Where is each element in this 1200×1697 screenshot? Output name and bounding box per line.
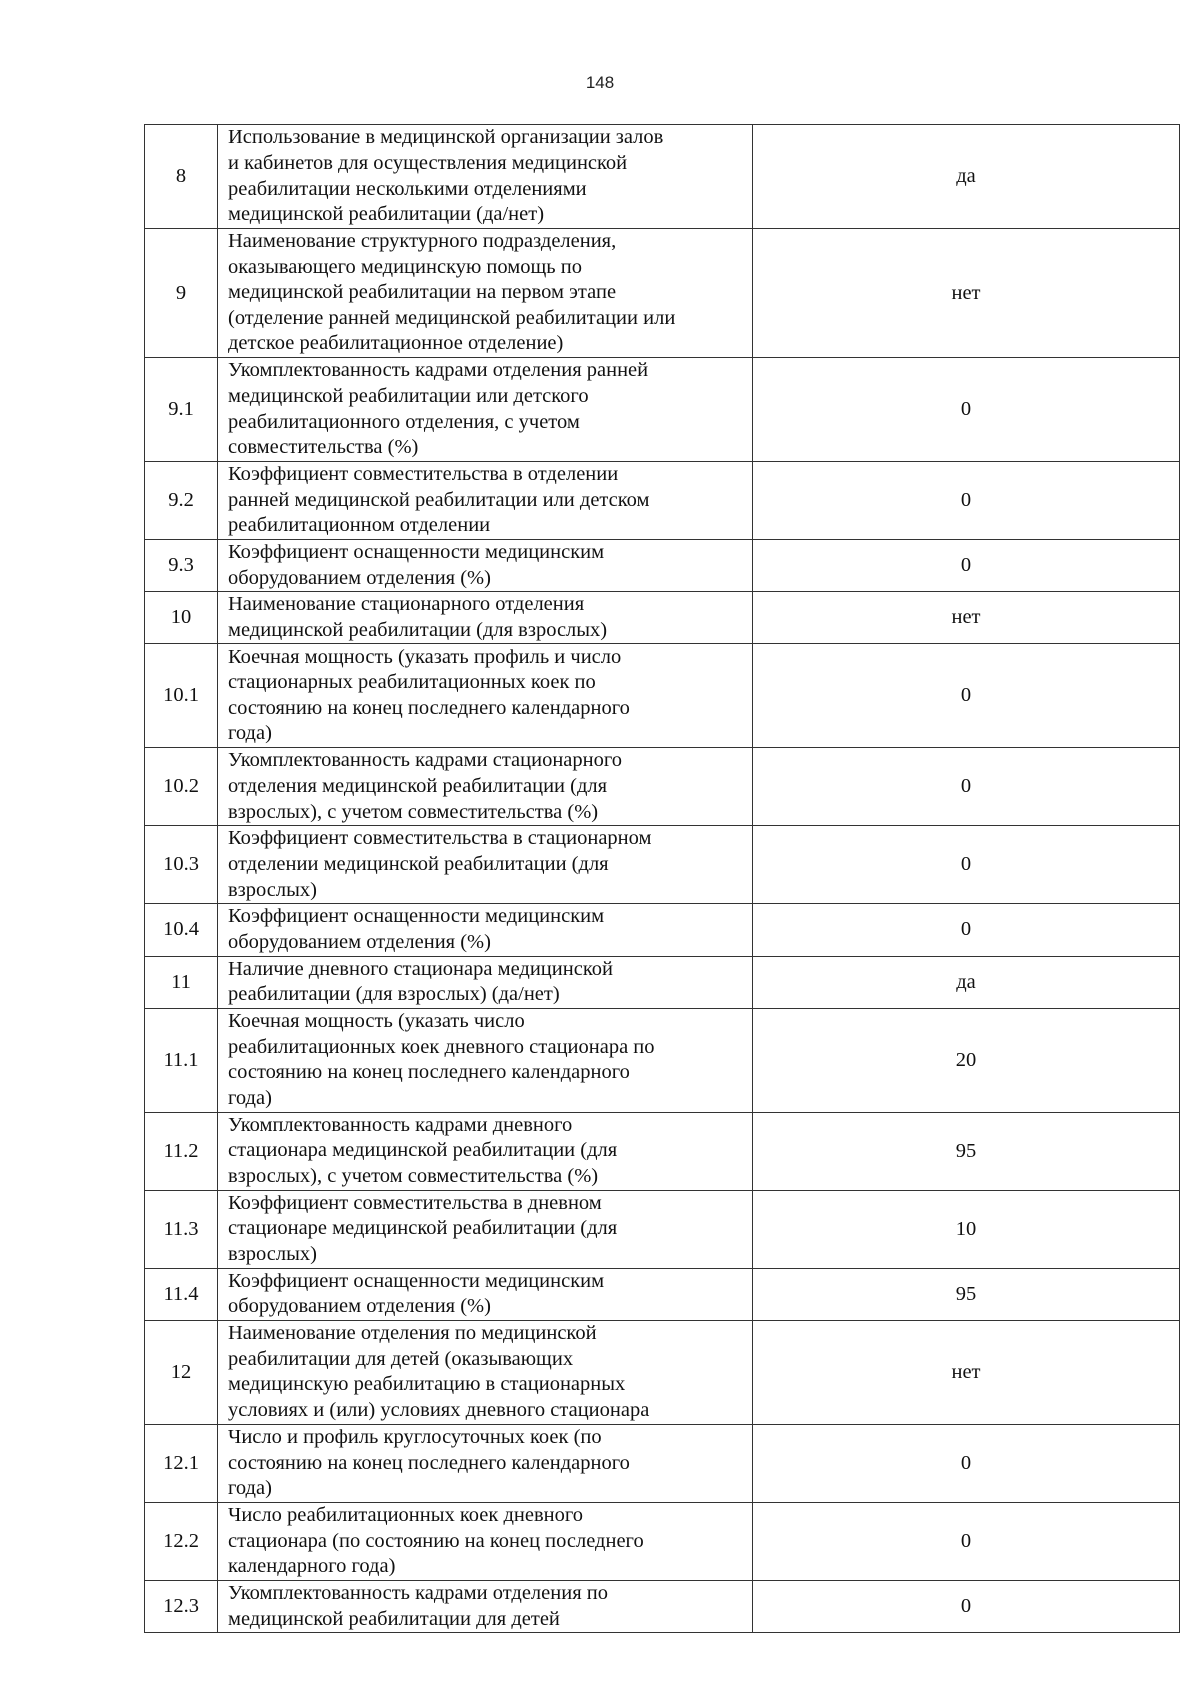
table-row xyxy=(145,1424,1180,1502)
table-row xyxy=(145,229,1180,358)
description-line: реабилитации несколькими отделениями xyxy=(228,177,587,200)
table-row xyxy=(145,125,1180,229)
row-number: 10.3 xyxy=(145,826,218,904)
row-description xyxy=(218,462,753,540)
row-number: 11.2 xyxy=(145,1112,218,1190)
row-value: нет xyxy=(753,592,1180,644)
row-description xyxy=(218,956,753,1008)
row-value: 0 xyxy=(753,748,1180,826)
description-line: оказывающего медицинскую помощь по xyxy=(228,255,582,278)
description-line: года) xyxy=(228,1086,272,1109)
description-line: совместительства (%) xyxy=(228,436,419,459)
row-number: 12.1 xyxy=(145,1424,218,1502)
row-number: 11.4 xyxy=(145,1268,218,1320)
row-value: нет xyxy=(753,1320,1180,1424)
row-number: 12.3 xyxy=(145,1580,218,1632)
description-line: взрослых) xyxy=(228,1243,317,1266)
description-line: медицинской реабилитации (для взрослых) xyxy=(228,618,608,641)
row-value: да xyxy=(753,956,1180,1008)
description-line: Наименование структурного подразделения, xyxy=(228,230,617,253)
row-number: 12.2 xyxy=(145,1502,218,1580)
description-line: реабилитации для детей (оказывающих xyxy=(228,1347,574,1370)
row-number: 9.2 xyxy=(145,462,218,540)
row-description xyxy=(218,1424,753,1502)
description-line: оборудованием отделения (%) xyxy=(228,566,491,589)
row-number: 11.1 xyxy=(145,1008,218,1112)
row-description xyxy=(218,1008,753,1112)
row-description xyxy=(218,540,753,592)
description-line: медицинской реабилитации или детского xyxy=(228,384,589,407)
row-number: 10.2 xyxy=(145,748,218,826)
description-line: календарного года) xyxy=(228,1555,396,1578)
row-description xyxy=(218,358,753,462)
row-value: 10 xyxy=(753,1190,1180,1268)
table-row xyxy=(145,1008,1180,1112)
table-row xyxy=(145,1112,1180,1190)
description-line: отделении медицинской реабилитации (для xyxy=(228,853,609,876)
row-number: 9 xyxy=(145,229,218,358)
description-line: ранней медицинской реабилитации или детском xyxy=(228,488,650,511)
description-line: взрослых), с учетом совместительства (%) xyxy=(228,1165,599,1188)
row-description xyxy=(218,592,753,644)
description-line: медицинскую реабилитацию в стационарных xyxy=(228,1373,626,1396)
description-line: Число реабилитационных коек дневного xyxy=(228,1504,584,1527)
row-value: 0 xyxy=(753,1580,1180,1632)
description-line: года) xyxy=(228,722,272,745)
description-line: Укомплектованность кадрами отделения ранней xyxy=(228,359,649,382)
description-line: Коэффициент совместительства в отделении xyxy=(228,463,619,486)
row-value: 0 xyxy=(753,1424,1180,1502)
description-line: взрослых), с учетом совместительства (%) xyxy=(228,800,599,823)
row-value: нет xyxy=(753,229,1180,358)
description-line: реабилитационного отделения, с учетом xyxy=(228,410,580,433)
description-line: взрослых) xyxy=(228,878,317,901)
row-number: 10.4 xyxy=(145,904,218,956)
row-number: 8 xyxy=(145,125,218,229)
description-line: стационаре медицинской реабилитации (для xyxy=(228,1217,618,1240)
row-description xyxy=(218,1580,753,1632)
row-description xyxy=(218,826,753,904)
row-description xyxy=(218,1112,753,1190)
row-value: 0 xyxy=(753,826,1180,904)
description-line: состоянию на конец последнего календарного xyxy=(228,1451,630,1474)
table-row xyxy=(145,358,1180,462)
row-value: 0 xyxy=(753,540,1180,592)
row-value: 95 xyxy=(753,1268,1180,1320)
row-value: 0 xyxy=(753,1502,1180,1580)
table-row xyxy=(145,1190,1180,1268)
table-row xyxy=(145,956,1180,1008)
description-line: состоянию на конец последнего календарного xyxy=(228,696,630,719)
description-line: реабилитационном отделении xyxy=(228,514,491,537)
description-line: стационарных реабилитационных коек по xyxy=(228,671,596,694)
description-line: Укомплектованность кадрами дневного xyxy=(228,1113,573,1136)
description-line: Использование в медицинской организации залов xyxy=(228,126,664,149)
row-value: 0 xyxy=(753,358,1180,462)
description-line: Укомплектованность кадрами стационарного xyxy=(228,749,623,772)
row-number: 9.3 xyxy=(145,540,218,592)
row-description xyxy=(218,1268,753,1320)
description-line: реабилитационных коек дневного стационара по xyxy=(228,1035,655,1058)
row-description xyxy=(218,125,753,229)
description-line: Наименование стационарного отделения xyxy=(228,593,585,616)
description-line: Коечная мощность (указать число xyxy=(228,1010,525,1033)
row-description xyxy=(218,904,753,956)
row-number: 11.3 xyxy=(145,1190,218,1268)
description-line: отделения медицинской реабилитации (для xyxy=(228,775,608,798)
row-value: 20 xyxy=(753,1008,1180,1112)
description-line: Укомплектованность кадрами отделения по xyxy=(228,1581,608,1604)
page-number: 148 xyxy=(585,73,615,92)
description-line: состоянию на конец последнего календарного xyxy=(228,1061,630,1084)
description-line: Коэффициент совместительства в стационарном xyxy=(228,827,652,850)
row-number: 10 xyxy=(145,592,218,644)
row-description xyxy=(218,1320,753,1424)
row-value: 0 xyxy=(753,462,1180,540)
description-line: оборудованием отделения (%) xyxy=(228,1295,491,1318)
table-row xyxy=(145,748,1180,826)
row-number: 11 xyxy=(145,956,218,1008)
description-line: Коечная мощность (указать профиль и число xyxy=(228,645,622,668)
table-body xyxy=(145,125,1180,1633)
row-description xyxy=(218,229,753,358)
description-line: Наименование отделения по медицинской xyxy=(228,1322,597,1345)
description-line: детское реабилитационное отделение) xyxy=(228,332,564,355)
description-line: года) xyxy=(228,1477,272,1500)
row-value: 0 xyxy=(753,904,1180,956)
table-row xyxy=(145,540,1180,592)
description-line: Коэффициент оснащенности медицинским xyxy=(228,905,605,928)
table-row xyxy=(145,644,1180,748)
description-line: стационара (по состоянию на конец последнего xyxy=(228,1529,644,1552)
row-description xyxy=(218,644,753,748)
description-line: медицинской реабилитации для детей xyxy=(228,1607,560,1630)
row-value: 0 xyxy=(753,644,1180,748)
table-row xyxy=(145,826,1180,904)
table-row xyxy=(145,904,1180,956)
description-line: медицинской реабилитации на первом этапе xyxy=(228,281,617,304)
description-line: Коэффициент оснащенности медицинским xyxy=(228,1269,605,1292)
description-line: реабилитации (для взрослых) (да/нет) xyxy=(228,983,560,1006)
description-line: Коэффициент оснащенности медицинским xyxy=(228,541,605,563)
table-row xyxy=(145,462,1180,540)
table-row xyxy=(145,1502,1180,1580)
description-line: (отделение ранней медицинской реабилитации или xyxy=(228,306,676,329)
row-number: 9.1 xyxy=(145,358,218,462)
row-number: 12 xyxy=(145,1320,218,1424)
indicators-table xyxy=(144,124,1180,1633)
row-description xyxy=(218,1190,753,1268)
row-number: 10.1 xyxy=(145,644,218,748)
row-description xyxy=(218,748,753,826)
description-line: условиях и (или) условиях дневного стационара xyxy=(228,1399,650,1422)
table-row xyxy=(145,592,1180,644)
row-description xyxy=(218,1502,753,1580)
table-row xyxy=(145,1580,1180,1632)
description-line: Число и профиль круглосуточных коек (по xyxy=(228,1426,602,1449)
table-row xyxy=(145,1320,1180,1424)
row-value: да xyxy=(753,125,1180,229)
description-line: и кабинетов для осуществления медицинской xyxy=(228,151,628,174)
description-line: медицинской реабилитации (да/нет) xyxy=(228,203,545,226)
description-line: Коэффициент совместительства в дневном xyxy=(228,1191,602,1214)
table-row xyxy=(145,1268,1180,1320)
description-line: оборудованием отделения (%) xyxy=(228,930,491,953)
description-line: Наличие дневного стационара медицинской xyxy=(228,957,613,980)
row-value: 95 xyxy=(753,1112,1180,1190)
description-line: стационара медицинской реабилитации (для xyxy=(228,1139,618,1162)
